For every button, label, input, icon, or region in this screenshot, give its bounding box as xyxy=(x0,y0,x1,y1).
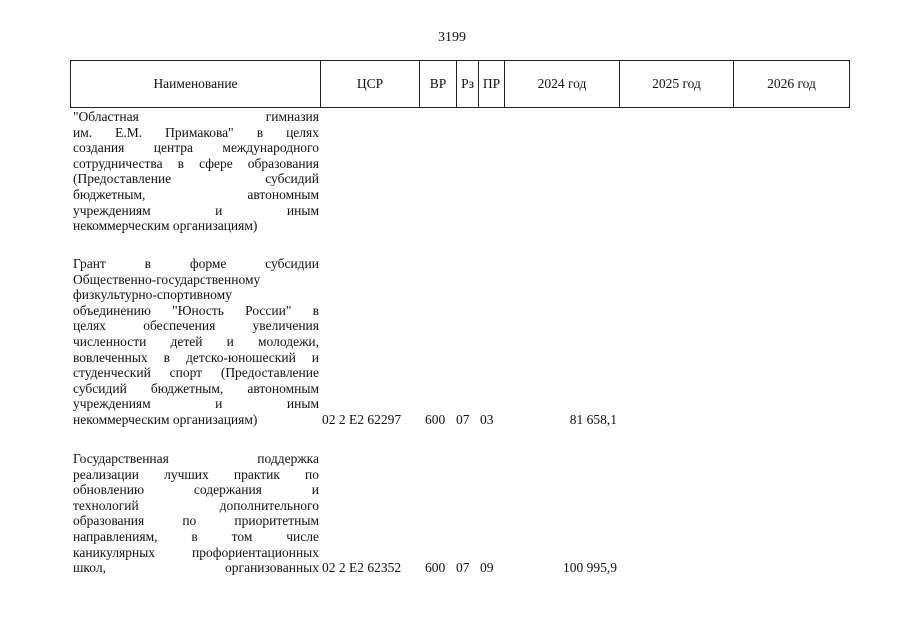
row-rz: 07 xyxy=(456,412,470,427)
header-pr: ПР xyxy=(479,61,505,107)
name-line: образования по приоритетным xyxy=(73,513,319,529)
name-line: некоммерческим организациям) xyxy=(73,411,258,427)
row-name xyxy=(73,109,319,234)
header-rz: Рз xyxy=(457,61,479,107)
name-line: сотрудничества в сфере образования xyxy=(73,155,319,171)
header-2026: 2026 год xyxy=(767,76,816,91)
name-line: вовлеченных в детско-юношеский и xyxy=(73,349,319,365)
name-line: субсидий бюджетным, автономным xyxy=(73,380,319,396)
name-line: создания центра международного xyxy=(73,140,319,156)
table-header xyxy=(70,60,850,108)
name-line: целях обеспечения увеличения xyxy=(73,318,319,334)
name-line: обновлению содержания и xyxy=(73,482,319,498)
name-line: Государственная поддержка xyxy=(73,451,319,466)
name-line: численности детей и молодежи, xyxy=(73,333,319,349)
name-line: объединению "Юность России" в xyxy=(73,302,319,318)
header-2024: 2024 год xyxy=(505,61,620,107)
header-2025: 2025 год xyxy=(620,61,734,107)
name-line: студенческий спорт (Предоставление xyxy=(73,365,319,381)
name-line: направлениям, в том числе xyxy=(73,528,319,544)
row-vr: 600 xyxy=(425,412,446,427)
name-line: Грант в форме субсидии xyxy=(73,256,319,271)
row-name xyxy=(73,256,319,428)
header-vr: ВР xyxy=(420,61,457,107)
row-2024: 81 658,1 xyxy=(569,412,617,427)
header-name: Наименование xyxy=(71,61,321,107)
row-name xyxy=(73,451,319,576)
row-vr: 600 xyxy=(425,560,446,575)
row-pr: 03 xyxy=(480,412,494,427)
row-rz: 07 xyxy=(456,560,470,575)
name-line: реализации лучших практик по xyxy=(73,466,319,482)
name-line: (Предоставление субсидий xyxy=(73,171,319,187)
name-line: учреждениям и иным xyxy=(73,202,319,218)
name-line: бюджетным, автономным xyxy=(73,186,319,202)
name-line: Общественно-государственному xyxy=(73,271,261,287)
row-2024: 100 995,9 xyxy=(563,560,617,575)
name-line: им. Е.М. Примакова" в целях xyxy=(73,124,319,140)
name-line: каникулярных профориентационных xyxy=(73,544,319,560)
name-line: технологий дополнительного xyxy=(73,497,319,513)
header-csr: ЦСР xyxy=(321,61,420,107)
name-line: "Областная гимназия xyxy=(73,109,319,124)
page-number: 3199 xyxy=(438,30,466,45)
row-pr: 09 xyxy=(480,560,494,575)
row-csr: 02 2 E2 62297 xyxy=(322,412,402,427)
name-line: школ, организованных xyxy=(73,560,319,576)
name-line: некоммерческим организациям) xyxy=(73,218,258,234)
row-csr: 02 2 E2 62352 xyxy=(322,560,402,575)
name-line: физкультурно-спортивному xyxy=(73,287,232,303)
name-line: учреждениям и иным xyxy=(73,396,319,412)
